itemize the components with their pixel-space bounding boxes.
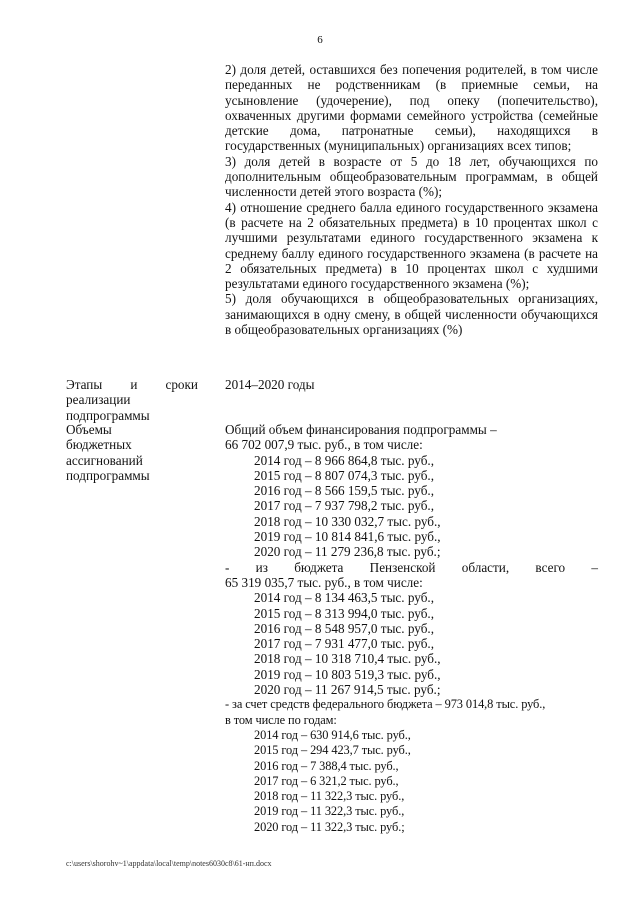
stages-label-line-3: подпрограммы [66, 407, 150, 423]
federal-funding-line-2: в том числе по годам: [225, 712, 337, 727]
funding-details [225, 422, 598, 835]
regional-year-row: 2018 год – 10 318 710,4 тыс. руб., [254, 651, 441, 667]
total-year-row: 2014 год – 8 966 864,8 тыс. руб., [254, 452, 435, 468]
footer-file-path: c:\users\shorohv~1\appdata\local\temp\notes6030c8\61-нп.docx [66, 859, 272, 868]
total-year-row: 2017 год – 7 937 798,2 тыс. руб., [254, 498, 435, 514]
indicator-item-4: 4) отношение среднего балла единого государственного экзамена (в расчете на 2 обязательных предмета) в 10 процентах школ с лучшими результатами единого государственного экзамена к среднему баллу единого государственного экзамена (в расчете на 2 обязательных предмета) в 10 процентах школ с худшими результатами единого государственного экзамена (%); [225, 199, 598, 292]
federal-year-row: 2020 год – 11 322,3 тыс. руб.; [254, 819, 405, 834]
regional-year-row: 2016 год – 8 548 957,0 тыс. руб., [254, 620, 435, 636]
federal-year-row: 2015 год – 294 423,7 тыс. руб., [254, 743, 411, 758]
regional-year-row: 2020 год – 11 267 914,5 тыс. руб.; [254, 682, 441, 698]
stages-label [66, 377, 198, 423]
budget-label-line-1: Объемы [66, 422, 112, 437]
federal-year-row: 2019 год – 11 322,3 тыс. руб., [254, 804, 405, 819]
federal-year-row: 2017 год – 6 321,2 тыс. руб., [254, 773, 399, 788]
regional-year-row: 2019 год – 10 803 519,3 тыс. руб., [254, 666, 441, 682]
total-year-row: 2015 год – 8 807 074,3 тыс. руб., [254, 467, 435, 483]
regional-year-row: 2017 год – 7 931 477,0 тыс. руб., [254, 636, 435, 652]
federal-year-row: 2016 год – 7 388,4 тыс. руб., [254, 758, 399, 773]
indicator-item-5: 5) доля обучающихся в общеобразовательных организациях, занимающихся в одну смену, в общей численности обучающихся в общеобразовательных организациях (%) [225, 291, 598, 338]
indicators-list [225, 62, 598, 337]
stages-value: 2014–2020 годы [225, 377, 315, 392]
budget-label-line-4: подпрограммы [66, 467, 150, 483]
federal-funding-line-1: - за счет средств федерального бюджета – 973 014,8 тыс. руб., [225, 697, 546, 712]
budget-label-line-3: ассигнований [66, 452, 143, 468]
stages-label-line-2: реализации [66, 392, 131, 408]
total-year-row: 2019 год – 10 814 841,6 тыс. руб., [254, 529, 441, 545]
federal-year-row: 2014 год – 630 914,6 тыс. руб., [254, 727, 411, 742]
total-funding-line-2: 66 702 007,9 тыс. руб., в том числе: [225, 437, 423, 453]
regional-year-row: 2015 год – 8 313 994,0 тыс. руб., [254, 605, 435, 621]
indicator-item-3: 3) доля детей в возрасте от 5 до 18 лет, обучающихся по дополнительным общеобразовательным программам, в общей численности детей этого возраста (%); [225, 153, 598, 200]
total-year-row: 2020 год – 11 279 236,8 тыс. руб.; [254, 544, 441, 560]
regional-funding-line-1: - из бюджета Пензенской области, всего – [225, 559, 598, 575]
regional-year-row: 2014 год – 8 134 463,5 тыс. руб., [254, 590, 435, 606]
budget-label [66, 422, 198, 483]
page-number: 6 [317, 34, 323, 46]
total-year-row: 2018 год – 10 330 032,7 тыс. руб., [254, 513, 441, 529]
stages-label-line-1: Этапы и сроки [66, 377, 198, 392]
total-year-row: 2016 год – 8 566 159,5 тыс. руб., [254, 483, 435, 499]
indicator-item-2: 2) доля детей, оставшихся без попечения родителей, в том числе переданных не родственникам (в приемные семьи, на усыновление (удочерение), под опеку (попечительство), охваченных другими формами семейного устройства (семейные детские дома, патронатные семьи), находящихся в государственных (муниципальных) организациях всех типов; [225, 62, 598, 154]
budget-label-line-2: бюджетных [66, 437, 132, 453]
regional-funding-line-2: 65 319 035,7 тыс. руб., в том числе: [225, 574, 423, 590]
federal-year-row: 2018 год – 11 322,3 тыс. руб., [254, 789, 405, 804]
total-funding-line-1: Общий объем финансирования подпрограммы – [225, 422, 497, 437]
